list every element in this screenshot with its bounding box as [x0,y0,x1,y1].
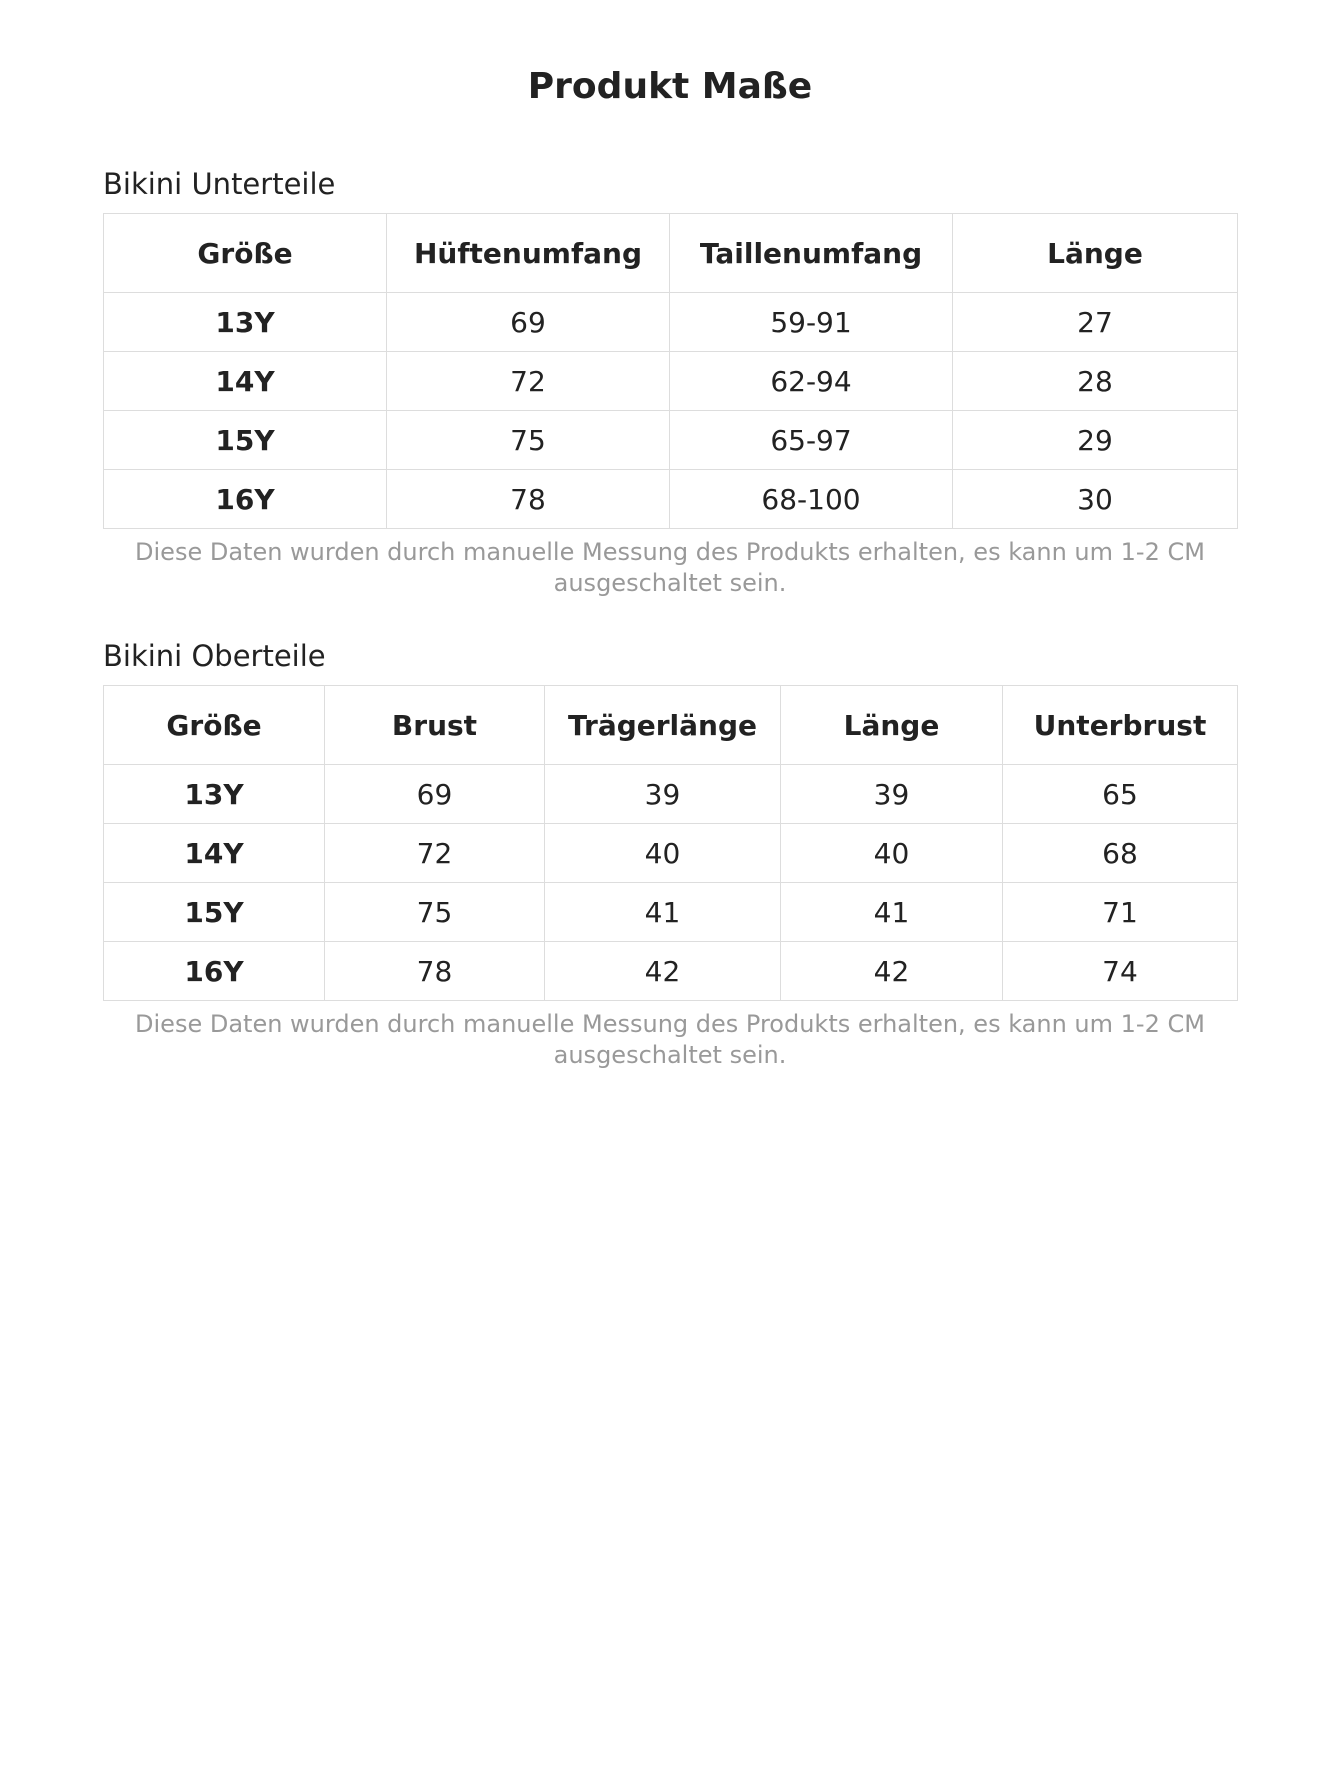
table-row [104,293,1238,352]
size-cell: 13Y [104,293,387,352]
table-cell: 72 [387,352,670,411]
table-cell: 42 [781,942,1003,1001]
table-header-row [104,214,1238,293]
table-cell: 41 [781,883,1003,942]
table-cell: 29 [953,411,1238,470]
table-cell: 39 [781,765,1003,824]
size-cell: 15Y [104,411,387,470]
page-title: Produkt Maße [527,66,813,107]
size-cell: 16Y [104,470,387,529]
table-cell: 65 [1003,765,1238,824]
table-row [104,824,1238,883]
table-row [104,942,1238,1001]
table-cell: 69 [387,293,670,352]
table-header-row [104,686,1238,765]
table-row [104,765,1238,824]
table-cell: 27 [953,293,1238,352]
measurement-note: Diese Daten wurden durch manuelle Messung des Produkts erhalten, es kann um 1-2 CM ausgeschaltet sein. [135,538,1205,597]
table-cell: 72 [325,824,545,883]
column-header: Größe [104,686,325,765]
column-header: Länge [781,686,1003,765]
size-table-tops [103,685,1238,1001]
table-cell: 68-100 [670,470,953,529]
table-cell: 40 [781,824,1003,883]
section-title-bottoms: Bikini Unterteile [103,167,336,201]
column-header: Länge [953,214,1238,293]
table-cell: 78 [325,942,545,1001]
table-cell: 74 [1003,942,1238,1001]
size-cell: 14Y [104,352,387,411]
table-cell: 78 [387,470,670,529]
table-cell: 30 [953,470,1238,529]
table-cell: 62-94 [670,352,953,411]
column-header: Größe [104,214,387,293]
table-cell: 40 [545,824,781,883]
table-cell: 69 [325,765,545,824]
column-header: Hüftenumfang [387,214,670,293]
table-cell: 75 [325,883,545,942]
table-row [104,470,1238,529]
table-row [104,411,1238,470]
section-title-tops: Bikini Oberteile [103,639,326,673]
size-cell: 16Y [104,942,325,1001]
size-cell: 15Y [104,883,325,942]
table-cell: 28 [953,352,1238,411]
table-cell: 65-97 [670,411,953,470]
table-row [104,883,1238,942]
measurement-note: Diese Daten wurden durch manuelle Messung des Produkts erhalten, es kann um 1-2 CM ausgeschaltet sein. [135,1010,1205,1069]
table-cell: 41 [545,883,781,942]
size-cell: 13Y [104,765,325,824]
size-table-bottoms [103,213,1238,529]
table-cell: 39 [545,765,781,824]
table-cell: 71 [1003,883,1238,942]
table-cell: 75 [387,411,670,470]
table-cell: 42 [545,942,781,1001]
column-header: Unterbrust [1003,686,1238,765]
column-header: Taillenumfang [670,214,953,293]
column-header: Brust [325,686,545,765]
table-cell: 59-91 [670,293,953,352]
column-header: Trägerlänge [545,686,781,765]
table-row [104,352,1238,411]
table-cell: 68 [1003,824,1238,883]
size-cell: 14Y [104,824,325,883]
